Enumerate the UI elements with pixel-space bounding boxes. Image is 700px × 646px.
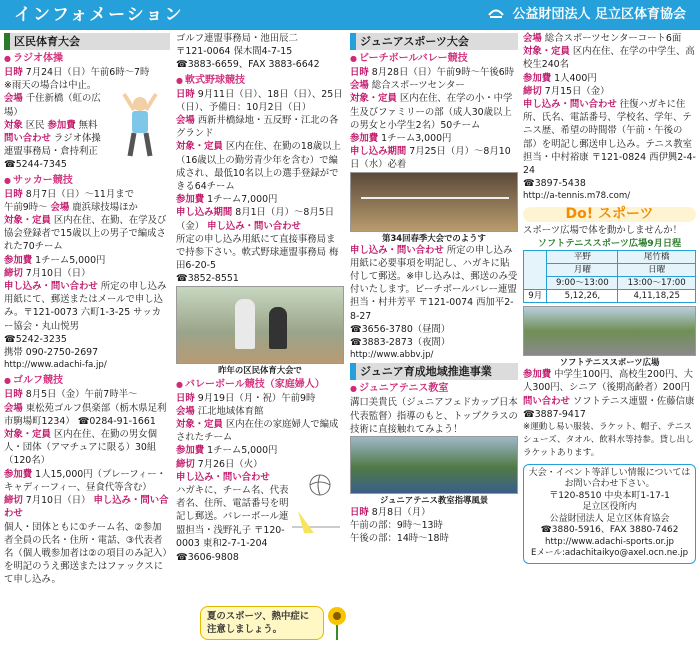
junior-heading2: ジュニア育成地域推進事業 bbox=[350, 363, 518, 380]
golf-venue: 会場 東松苑ゴルフ倶楽部（栃木県足利市駒場町1234） ☎0284-91-1661 bbox=[4, 402, 167, 427]
time-am: 9:00～13:00 bbox=[547, 277, 618, 290]
softball-caption: 昨年の区民体育大会で bbox=[218, 364, 302, 375]
beach-photo bbox=[350, 172, 518, 232]
radio-target: 対象 区民 参加費 無料 bbox=[4, 119, 98, 131]
column-4 bbox=[523, 32, 696, 644]
day-sun: 日曜 bbox=[618, 264, 696, 277]
tennis-contact: 申し込み・問い合わせ 往復ハガキに住所、氏名、電話番号、学校名、学年、テニス歴、希望の時間帯（午前・午後の部）を明記し郵送申し込み。テニス教室担当・中村裕康 〒121-0824 西伊興2-4-24 bbox=[523, 99, 696, 177]
radio-title: ● ラジオ体操 bbox=[4, 52, 170, 66]
beach-period: 申し込み期間 7月25日（月）～8月10日（水）必着 bbox=[350, 146, 511, 171]
heatstroke-notice: 夏のスポーツ、熱中症に注意しましょう。 bbox=[200, 606, 324, 640]
beach-url[interactable]: http://www.abbv.jp/ bbox=[350, 350, 434, 361]
beach-fee: 参加費 1チーム3,000円 bbox=[350, 133, 452, 145]
kumin-heading: 区民体育大会 bbox=[4, 33, 170, 50]
golf-date: 日時 8月5日（金）午前7時半～ bbox=[4, 389, 138, 401]
phone-icon: ☎ bbox=[523, 408, 535, 420]
softball-photo bbox=[176, 286, 344, 364]
radio-note: ※雨天の場合は中止。 bbox=[4, 80, 97, 92]
soft-tennis-caption: ソフトテニススポーツ広場 bbox=[559, 357, 660, 368]
radio-body bbox=[4, 92, 170, 171]
contact-l4: 公益財団法人 足立区体育協会 bbox=[549, 513, 670, 524]
softball-title: ● 軟式野球競技 bbox=[176, 74, 344, 88]
table-row bbox=[524, 251, 696, 264]
phone-icon: ☎ bbox=[523, 178, 535, 190]
do-sports-title: Do! スポーツ bbox=[523, 207, 696, 222]
softball-target: 対象・定員 区内在住、在勤の18歳以上（16歳以上の勤労青少年を含む）で編成され、最低10名以上の選手登録ができる64チーム bbox=[176, 141, 341, 193]
tennis-venue: 会場 総合スポーツセンターコート6面 bbox=[523, 33, 682, 44]
contact-phone: ☎3880-5916、FAX 3880-7462 bbox=[540, 525, 679, 536]
softball-venue: 会場 西新井橋緑地・五反野・江北の各グランド bbox=[176, 115, 339, 140]
golf-cont-phone: ☎3883-6659、FAX 3883-6642 bbox=[176, 59, 320, 71]
beach-date: 日時 8月28日（日）午前9時～午後6時 会場 総合スポーツセンター bbox=[350, 67, 515, 92]
soft-contact: 問い合わせ ソフトテニス連盟・佐藤信康 bbox=[523, 395, 695, 407]
golf-contact: 個人・団体ともに①チーム名、②参加者全員の氏名・住所・電話、③代表者名（個人戦参加者は②の項目のみ記入）を明記のうえ郵送またはファックスにて申し込み。 bbox=[4, 521, 168, 586]
page-title: インフォメーション bbox=[14, 5, 184, 25]
beach-contact: 申し込み・問い合わせ 所定の申し込み用紙に必要事項を明記し、ハガキに貼付して郵送。※申し込みは、郵送のみ受付いたします。ビーチボールバレー連盟担当・村井芳平 〒121-0074 西加平2-8-27 bbox=[350, 244, 518, 322]
tennis-target: 対象・定員 区内在住、在学の中学生、高校生240名 bbox=[523, 46, 695, 71]
soccer-mobile: 携帯 090-2750-2697 bbox=[4, 347, 99, 359]
softball-phone: ☎3852-8551 bbox=[176, 273, 239, 285]
soft-tennis-photo bbox=[523, 306, 696, 356]
tennis-fee: 参加費 1人400円 bbox=[523, 72, 597, 84]
tennis-url[interactable]: http://a-tennis.m78.com/ bbox=[523, 191, 631, 202]
info-header bbox=[0, 0, 700, 30]
do-sports-intro: スポーツ広場で体を動かしませんか！ bbox=[523, 224, 683, 236]
month-cell: 9月 bbox=[524, 290, 547, 303]
beach-phone2: ☎3883-2873（夜間） bbox=[350, 337, 451, 349]
soccer-contact: 申し込み・問い合わせ 所定の申し込み用紙にて、郵送またはメールで申し込み。〒121-0073 六町1-3-25 サッカー協会・丸山悦男 bbox=[4, 281, 167, 332]
beach-caption: 第34回春季大会でのようす bbox=[382, 232, 486, 243]
contact-box bbox=[523, 464, 696, 564]
soft-phone: ☎3887-9417 bbox=[523, 408, 586, 420]
phone-icon: ☎ bbox=[176, 551, 188, 563]
volley-title: ● バレーボール競技（家庭婦人） bbox=[176, 378, 344, 392]
table-row bbox=[524, 264, 696, 277]
tennis-pm: 午後の部：14時～18時 bbox=[350, 533, 449, 545]
schedule-table bbox=[523, 250, 696, 303]
radio-contact: 問い合わせ ラジオ体操 bbox=[4, 133, 101, 145]
radio-contact2: 連盟事務局・倉持利正 bbox=[4, 146, 98, 158]
column-kumin bbox=[4, 32, 170, 644]
venue-otakebashi: 尾竹橋 bbox=[618, 251, 696, 264]
tennis-deadline: 締切 7月15日（金） bbox=[523, 85, 610, 97]
phone-icon: ☎ bbox=[77, 415, 90, 427]
dates-hirano: 5,12,26, bbox=[547, 290, 618, 303]
volley-phone: ☎3606-9808 bbox=[176, 551, 239, 563]
soccer-phone: ☎5242-3235 bbox=[4, 333, 67, 345]
volleyball-illustration bbox=[290, 471, 342, 551]
soccer-time: 午前9時～ 会場 鹿浜球技場ほか bbox=[4, 201, 138, 213]
tennis-caption: ジュニアテニス教室指導風景 bbox=[379, 495, 489, 506]
column-junior bbox=[350, 32, 518, 644]
softball-date: 日時 9月11日（日）、18日（日）、25日（日）、予備日：10月2日（日） bbox=[176, 88, 343, 113]
radio-exercise-illustration bbox=[112, 92, 168, 160]
dates-otakebashi: 4,11,18,25 bbox=[618, 290, 696, 303]
tennis-photo bbox=[350, 436, 518, 494]
radio-date: 日時 7月24日（日）午前6時～7時 bbox=[4, 67, 150, 78]
phone-icon: ☎ bbox=[350, 323, 362, 335]
junior-heading: ジュニアスポーツ大会 bbox=[350, 33, 518, 50]
soccer-url[interactable]: http://www.adachi-fa.jp/ bbox=[4, 360, 107, 371]
golf-deadline: 締切 7月10日（日） 申し込み・問い合わせ bbox=[4, 495, 169, 520]
soccer-target: 対象・定員 区内在住、在勤、在学及び協会登録者で15歳以上の男子で編成された70チーム bbox=[4, 215, 167, 253]
phone-icon: ☎ bbox=[176, 59, 188, 71]
soccer-fee: 参加費 1チーム5,000円 bbox=[4, 254, 106, 266]
golf-target: 対象・定員 区内在住、在勤の男女個人・団体（アマチュアに限る）30組（120名） bbox=[4, 429, 158, 467]
org-name bbox=[488, 6, 686, 24]
radio-phone: ☎5244-7345 bbox=[4, 159, 67, 171]
volley-contact: ハガキに、チーム名、代表者名、住所、電話番号を明記し郵送。バレーボール連盟担当・浅野礼子 〒120-0003 東和2-7-1-204 bbox=[176, 485, 289, 549]
beach-phone1: ☎3656-3780（昼間） bbox=[350, 323, 451, 335]
phone-icon: ☎ bbox=[4, 333, 16, 345]
golf-cont-l1: ゴルフ連盟事務局・池田辰二 bbox=[176, 33, 298, 44]
sunflower-icon bbox=[326, 606, 348, 640]
volley-deadline: 締切 7月26日（火） bbox=[176, 458, 263, 470]
contact-l2: 〒120-8510 中央本町1-17-1 bbox=[549, 490, 670, 501]
soccer-date: 日時 8月7日（日）～11月まで bbox=[4, 188, 134, 200]
contact-l3: 足立区役所内 bbox=[582, 502, 637, 513]
phone-icon: ☎ bbox=[176, 273, 188, 285]
volley-body bbox=[176, 471, 344, 551]
sched-title: ソフトテニススポーツ広場9月日程 bbox=[537, 238, 682, 250]
phone-icon: ☎ bbox=[350, 337, 362, 349]
tennis-title: ● ジュニアテニス教室 bbox=[350, 382, 518, 396]
softball-period: 申し込み期間 8月1日（月）～8月5日（金） 申し込み・問い合わせ bbox=[176, 207, 335, 232]
tennis-intro: 溝口美貴氏（ジュニアフェドカップ日本代表監督）指導のもと、トップクラスの技術に直接触れてみよう！ bbox=[350, 397, 518, 435]
time-pm: 13:00～17:00 bbox=[618, 277, 696, 290]
golf-title: ● ゴルフ競技 bbox=[4, 374, 170, 388]
org-label: 公益財団法人 足立区体育協会 bbox=[512, 7, 686, 22]
volley-target: 対象・定員 区内在住の家庭婦人で編成されたチーム bbox=[176, 419, 339, 444]
golf-cont-l2: 〒121-0064 保木間4-7-15 bbox=[176, 46, 293, 58]
softball-fee: 参加費 1チーム7,000円 bbox=[176, 194, 278, 206]
contact-l1: 大会・イベント等詳しい情報については お問い合わせ下さい。 bbox=[528, 467, 691, 490]
column-2 bbox=[176, 32, 344, 604]
softball-contact: 所定の申し込み用紙にて直接事務局まで持参下さい。軟式野球連盟事務局 梅田6-20-5 bbox=[176, 233, 339, 272]
day-mon: 月曜 bbox=[547, 264, 618, 277]
phone-icon: ☎ bbox=[4, 159, 16, 171]
volley-fee: 参加費 1チーム5,000円 bbox=[176, 445, 278, 457]
contact-url[interactable]: http://www.adachi-sports.or.jp bbox=[545, 536, 674, 547]
radio-venue: 会場 千住新橋（虹の広場） bbox=[4, 93, 101, 118]
volley-apply-label: 申し込み・問い合わせ bbox=[176, 471, 270, 483]
soft-fee: 参加費 中学生100円、高校生200円、大人300円、シニア（後期高齢者）200円 bbox=[523, 369, 694, 394]
venue-hirano: 平野 bbox=[547, 251, 618, 264]
soft-note: ※運動し易い服装、ラケット、帽子、テニスシューズ、タオル、飲料水等持参。貸し出しラケットあります。 bbox=[523, 422, 694, 459]
soccer-title: ● サッカー競技 bbox=[4, 174, 170, 188]
beach-title: ● ビーチボールバレー競技 bbox=[350, 52, 518, 66]
table-row bbox=[524, 277, 696, 290]
phone-icon: ☎ bbox=[540, 525, 552, 536]
volley-date: 日時 9月19日（月・祝）午前9時 bbox=[176, 392, 316, 404]
volley-venue: 会場 江北地域体育館 bbox=[176, 405, 264, 417]
contact-email[interactable]: Eメール:adachitaikyo@axel.ocn.ne.jp bbox=[530, 548, 689, 559]
soccer-deadline: 締切 7月10日（日） bbox=[4, 267, 91, 279]
tennis-date: 日時 8月8日（月） bbox=[350, 507, 431, 519]
tennis-phone: ☎3897-5438 bbox=[523, 178, 586, 190]
beach-target: 対象・定員 区内在住、在学の小・中学生及びファミリーの部（成人30歳以上の男女と小学生2名）50チーム bbox=[350, 93, 513, 131]
table-row bbox=[524, 290, 696, 303]
org-logo-icon bbox=[488, 6, 504, 20]
tennis-am: 午前の部：9時～13時 bbox=[350, 520, 443, 532]
golf-fee: 参加費 1人15,000円（プレーフィー・キャディーフィー、昼食代等含む） bbox=[4, 468, 167, 493]
